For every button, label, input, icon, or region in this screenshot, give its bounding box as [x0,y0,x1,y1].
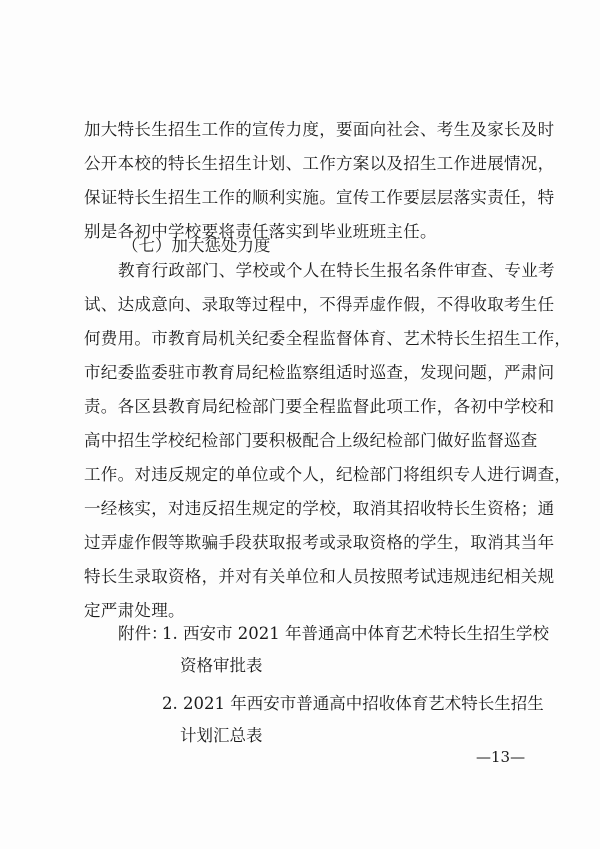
paragraph-line: 过弄虚作假等欺骗手段获取报考或录取资格的学生，取消其当年 [84,533,555,552]
paragraph-line: 一经核实，对违反招生规定的学校，取消其招收特长生资格；通 [84,499,555,518]
paragraph-line: 保证特长生招生工作的顺利实施。宣传工作要层层落实责任，特 [84,188,555,207]
paragraph-line: 市纪委监委驻市教育局纪检监察组适时巡查，发现问题，严肃问 [84,363,555,382]
paragraph-line: 试、达成意向、录取等过程中，不得弄虚作假，不得收取考生任 [84,295,555,314]
paragraph-line: 加大特长生招生工作的宣传力度，要面向社会、考生及家长及时 [84,120,555,139]
paragraph-line: 工作。对违反规定的单位或个人，纪检部门将组织专人进行调查， [84,465,572,484]
paragraph-line: 定严肃处理。 [84,601,185,620]
attachment-item-1-line2: 资格审批表 [180,656,263,675]
paragraph-line: 别是各初中学校要将责任落实到毕业班班主任。 [84,222,437,241]
paragraph-line: 高中招生学校纪检部门要积极配合上级纪检部门做好监督巡查 [84,431,538,450]
page-number: —13— [476,748,526,766]
section-heading: （七）加大惩处力度 [122,236,271,255]
paragraph-line: 责。各区县教育局纪检部门要全程监督此项工作，各初中学校和 [84,397,555,416]
attachment-item-2-line2: 计划汇总表 [180,726,263,745]
paragraph-line: 公开本校的特长生招生计划、工作方案以及招生工作进展情况， [84,154,555,173]
attachment-item-2-line1: 2. 2021 年西安市普通高中招收体育艺术特长生招生 [162,694,544,713]
paragraph-line: 教育行政部门、学校或个人在特长生报名条件审查、专业考 [118,261,555,280]
attachment-item-1-line1: 1. 西安市 2021 年普通高中体育艺术特长生招生学校 [162,624,549,643]
paragraph-line: 特长生录取资格，并对有关单位和人员按照考试违规违纪相关规 [84,567,555,586]
attachments-label: 附件： [118,624,168,643]
paragraph-line: 何费用。市教育局机关纪委全程监督体育、艺术特长生招生工作， [84,329,572,348]
